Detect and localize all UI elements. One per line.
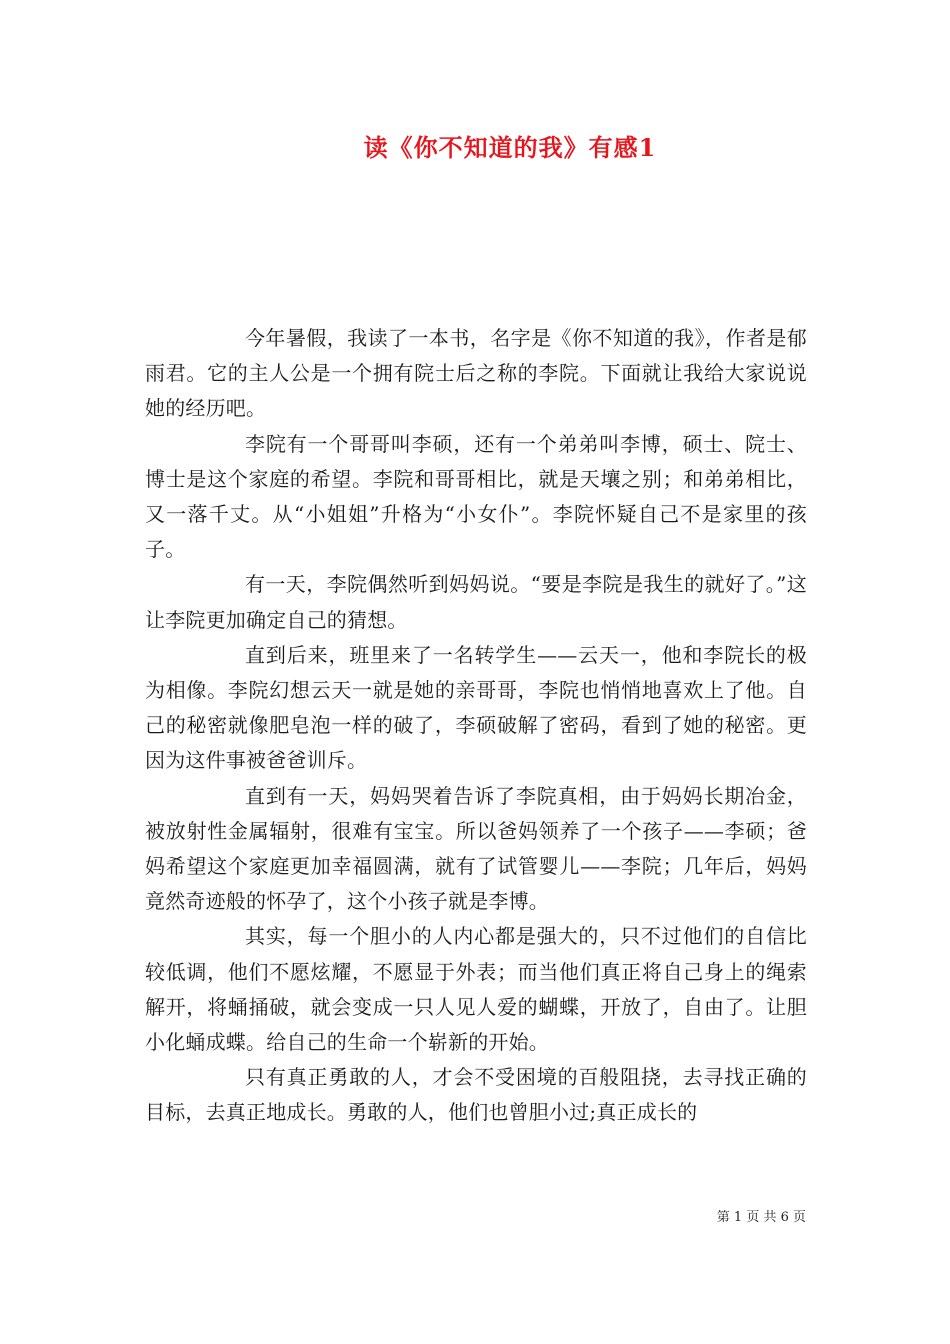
paragraph-3: 有一天，李院偶然听到妈妈说。“要是李院是我生的就好了。”这让李院更加确定自己的猜想。 [145, 572, 807, 632]
paragraph-5: 直到有一天，妈妈哭着告诉了李院真相，由于妈妈长期冶金，被放射性金属辐射，很难有宝宝。所以爸妈领养了一个孩子——李硕；爸妈希望这个家庭更加幸福圆满，就有了试管婴儿——李院；几年后，妈妈竟然奇迹般的怀孕了，这个小孩子就是李博。 [145, 783, 807, 914]
paragraph-4: 直到后来，班里来了一名转学生——云天一，他和李院长的极为相像。李院幻想云天一就是她的亲哥哥，李院也悄悄地喜欢上了他。自己的秘密就像肥皂泡一样的破了，李硕破解了密码，看到了她的秘密。更因为这件事被爸爸训斥。 [145, 642, 807, 773]
paragraph-7: 只有真正勇敢的人，才会不受困境的百般阻挠，去寻找正确的目标，去真正地成长。勇敢的人，他们也曾胆小过;真正成长的 [145, 1065, 807, 1125]
page-number-footer: 第 1 页 共 6 页 [716, 1210, 806, 1225]
document-body [145, 321, 807, 1131]
paragraph-1: 今年暑假，我读了一本书，名字是《你不知道的我》，作者是郁雨君。它的主人公是一个拥有院士后之称的李院。下面就让我给大家说说她的经历吧。 [145, 326, 807, 421]
document-title: 读《你不知道的我》有感1 [363, 133, 657, 162]
paragraph-2: 李院有一个哥哥叫李硕，还有一个弟弟叫李博，硕士、院士、博士是这个家庭的希望。李院和哥哥相比，就是天壤之别；和弟弟相比，又一落千丈。从“小姐姐”升格为“小女仆”。李院怀疑自己不是家里的孩子。 [145, 431, 807, 562]
paragraph-6: 其实，每一个胆小的人内心都是强大的，只不过他们的自信比较低调，他们不愿炫耀，不愿显于外表；而当他们真正将自己身上的绳索解开，将蛹捅破，就会变成一只人见人爱的蝴蝶，开放了，自由了。让胆小化蛹成蝶。给自己的生命一个崭新的开始。 [145, 924, 807, 1055]
